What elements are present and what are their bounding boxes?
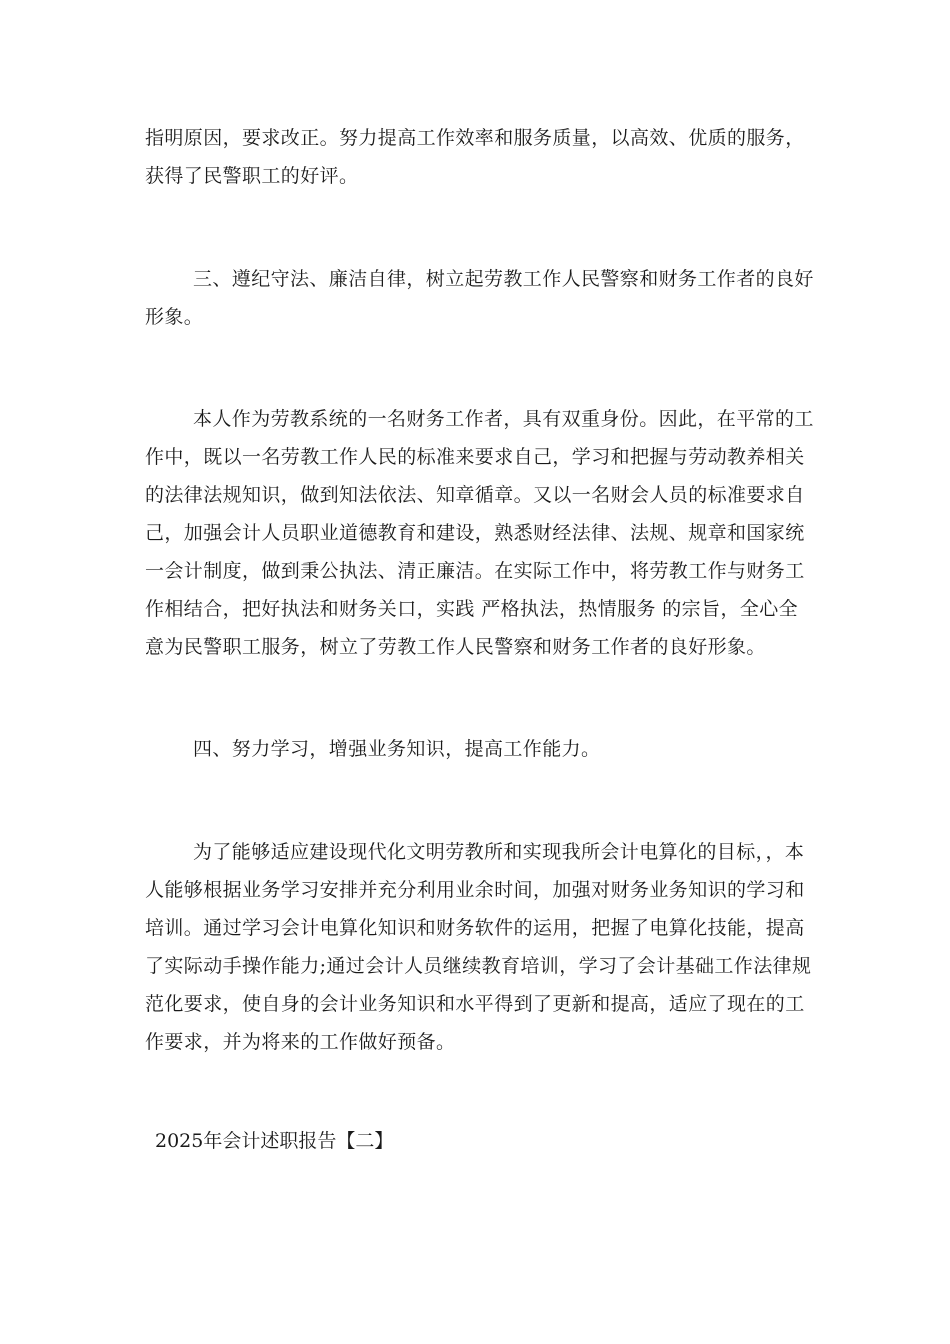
text-line: 本人作为劳教系统的一名财务工作者，具有双重身份。因此，在平常的工: [193, 408, 814, 430]
text-line: 培训。通过学习会计电算化知识和财务软件的运用，把握了电算化技能，提高: [145, 917, 805, 939]
paragraph-study: [145, 833, 810, 1061]
text-line: 己，加强会计人员职业道德教育和建设，熟悉财经法律、法规、规章和国家统: [145, 522, 805, 544]
text-line: 作要求，并为将来的工作做好预备。: [145, 1031, 456, 1053]
section-heading-four: [145, 730, 810, 768]
text-line: 人能够根据业务学习安排并充分利用业余时间，加强对财务业务知识的学习和: [145, 879, 805, 901]
text-line: 一会计制度，做到秉公执法、清正廉洁。在实际工作中，将劳教工作与财务工: [145, 560, 805, 582]
paragraph-dual-identity: [145, 400, 814, 666]
text-line: 作相结合，把好执法和财务关口，实践 严格执法，热情服务 的宗旨，全心全: [145, 598, 799, 620]
report-section-title: 2025年会计述职报告【二】: [155, 1130, 394, 1152]
text-line: 形象。: [145, 306, 204, 328]
text-line: 为了能够适应建设现代化文明劳教所和实现我所会计电算化的目标，，本: [193, 841, 805, 863]
text-line: 获得了民警职工的好评。: [145, 165, 359, 187]
text-line: 三、遵纪守法、廉洁自律，树立起劳教工作人民警察和财务工作者的良好: [193, 268, 814, 290]
text-line: 作中，既以一名劳教工作人民的标准来要求自己，学习和把握与劳动教养相关: [145, 446, 805, 468]
text-line: 范化要求，使自身的会计业务知识和水平得到了更新和提高，适应了现在的工: [145, 993, 805, 1015]
section-heading-three: [145, 260, 814, 336]
text-line: 了实际动手操作能力;通过会计人员继续教育培训，学习了会计基础工作法律规: [145, 955, 812, 977]
text-line: 四、努力学习，增强业务知识，提高工作能力。: [193, 738, 601, 760]
text-line: 意为民警职工服务，树立了劳教工作人民警察和财务工作者的良好形象。: [145, 636, 766, 658]
text-line: 的法律法规知识，做到知法依法、知章循章。又以一名财会人员的标准要求自: [145, 484, 805, 506]
paragraph-service-quality: [145, 119, 810, 195]
text-line: 指明原因，要求改正。努力提高工作效率和服务质量，以高效、优质的服务，: [145, 127, 805, 149]
